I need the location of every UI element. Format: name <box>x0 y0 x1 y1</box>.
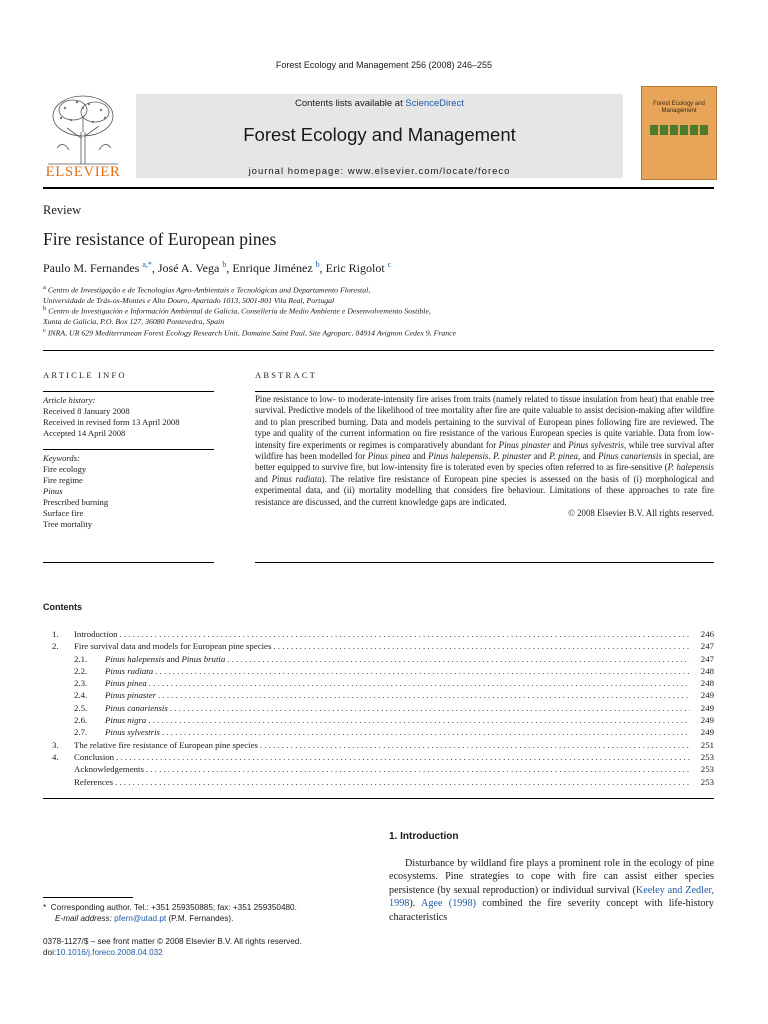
toc-page-number: 249 <box>700 690 714 701</box>
toc-number: 2.5. <box>74 702 88 713</box>
toc-page-number: 246 <box>700 629 714 639</box>
introduction-heading: 1. Introduction <box>389 831 459 842</box>
toc-leader-dots <box>146 764 690 774</box>
journal-homepage[interactable]: journal homepage: www.elsevier.com/locate/foreco <box>248 166 511 177</box>
toc-number: 2.2. <box>74 665 88 676</box>
toc-title: Pinus pinea <box>105 678 147 689</box>
toc-title: Conclusion <box>74 751 115 762</box>
toc-title: Pinus radiata <box>105 665 154 676</box>
info-rule <box>43 391 214 392</box>
keyword: Pinus <box>43 486 63 496</box>
keyword: Prescribed burning <box>43 497 109 507</box>
keyword: Surface fire <box>43 508 84 518</box>
toc-title: Pinus halepensis and Pinus brutia <box>105 653 226 664</box>
toc-number: 2.7. <box>74 727 88 738</box>
affiliation: $^c$ INRA, UR 629 Mediterranean Forest Ecology Research Unit, Domaine Saint Paul, Site Agroparc, 84914 Avignon Cedex 9, France <box>43 327 457 338</box>
toc-title: Pinus pinaster <box>105 690 157 701</box>
toc-title: Pinus canariensis <box>105 702 168 713</box>
author-affiliation-marker[interactable]: b <box>222 260 227 269</box>
cover-title: Forest Ecology and Management <box>653 101 705 114</box>
keyword: Fire regime <box>43 475 83 485</box>
toc-number: 4. <box>52 751 59 762</box>
toc-entry[interactable] <box>52 666 714 678</box>
toc-entry[interactable] <box>52 752 714 764</box>
email-link[interactable]: pfern@utad.pt <box>114 914 167 923</box>
toc-title: References <box>74 776 114 787</box>
toc-leader-dots <box>273 641 690 651</box>
toc-page-number: 248 <box>700 665 714 676</box>
author-name: José A. Vega <box>157 261 220 275</box>
abstract-body <box>255 394 714 519</box>
toc-entry[interactable] <box>52 777 714 789</box>
toc-number: 2.1. <box>74 653 88 664</box>
email-label: E-mail address: <box>55 914 115 923</box>
contents-rule <box>43 798 714 799</box>
journal-title: Forest Ecology and Management <box>243 124 516 145</box>
toc-page-number: 248 <box>700 678 714 689</box>
toc-leader-dots <box>149 678 690 688</box>
affiliation: $^a$ Centro de Investigação e de Tecnologias Agro-Ambientais e Tecnológicas and Departamento Florestal, Universidade de Trás-os-Montes e Alto Douro, Apartado 1013, 5001-801 Vila Real, Portugal <box>43 284 371 305</box>
footnote-text: Corresponding author. Tel.: +351 259350885; fax: +351 259350480. <box>50 903 297 912</box>
header-rule <box>43 187 714 189</box>
toc-entry[interactable] <box>52 764 714 776</box>
article-title: Fire resistance of European pines <box>43 229 277 249</box>
keyword: Fire ecology <box>43 464 87 474</box>
toc-page-number: 251 <box>700 739 714 750</box>
journal-citation: Forest Ecology and Management 256 (2008) 246–255 <box>275 60 493 70</box>
author-list: Paulo M. Fernandes $^{a,*}$, José A. Vega $^b$, Enrique Jiménez $^b$, Eric Rigolot $^c$ <box>43 260 392 275</box>
toc-title: The relative fire resistance of European pine species <box>74 739 258 750</box>
toc-leader-dots <box>148 715 690 725</box>
toc-entry[interactable] <box>52 629 714 641</box>
toc-page-number: 247 <box>700 653 714 664</box>
article-history <box>43 395 180 439</box>
toc-title: Pinus nigra <box>105 715 147 726</box>
toc-entry[interactable] <box>52 727 714 739</box>
toc-page-number: 253 <box>700 764 714 775</box>
toc-page-number: 249 <box>700 702 714 713</box>
toc-leader-dots <box>162 727 690 737</box>
citation-link[interactable]: Agee (1998) <box>421 898 476 910</box>
toc-number: 2. <box>52 641 59 652</box>
toc-leader-dots <box>158 690 690 700</box>
history-item: Received in revised form 13 April 2008 <box>43 417 180 427</box>
contents-heading: Contents <box>43 602 82 612</box>
cover-trees-icon <box>648 121 710 137</box>
table-of-contents <box>52 629 714 789</box>
toc-number: 2.6. <box>74 715 88 726</box>
author-name: Eric Rigolot <box>325 261 385 275</box>
toc-entry[interactable] <box>52 641 714 653</box>
toc-title: Acknowledgements <box>74 764 144 775</box>
article-type: Review <box>43 203 82 217</box>
journal-banner <box>136 94 623 178</box>
info-rule <box>43 562 214 563</box>
footnote-rule <box>43 897 133 898</box>
toc-title: Introduction <box>74 629 118 639</box>
abstract-copyright: © 2008 Elsevier B.V. All rights reserved. <box>568 508 714 519</box>
issn-line: 0378-1127/$ – see front matter © 2008 Elsevier B.V. All rights reserved. <box>43 937 302 946</box>
toc-leader-dots <box>120 629 691 639</box>
toc-leader-dots <box>227 654 690 664</box>
toc-page-number: 247 <box>700 641 714 652</box>
toc-page-number: 249 <box>700 727 714 738</box>
toc-leader-dots <box>155 666 690 676</box>
toc-leader-dots <box>170 703 690 713</box>
affiliation: $^b$ Centro de Investigación e Información Ambiental de Galicia, Consellería de Medio Ambiente e Desenvolvemento Sostible, Xunta de Galicia, P.O. Box 127, 36080 Pontevedra, Spain <box>43 305 431 326</box>
toc-leader-dots <box>260 740 690 750</box>
keyword-list <box>43 453 108 530</box>
toc-entry[interactable] <box>52 654 714 666</box>
toc-leader-dots <box>115 777 690 787</box>
toc-title: Fire survival data and models for European pine species <box>74 641 272 652</box>
toc-page-number: 253 <box>700 751 714 762</box>
author-affiliation-marker[interactable]: b <box>315 260 320 269</box>
toc-number: 2.3. <box>74 678 88 689</box>
abstract-text: Pine resistance to low- to moderate-intensity fire arises from traits (namely related to tissue insulation from heat) that enable tree survival. Predictive models of the likelihood of tree mortality after fire are quite valuable to assist decision-making after wildfire and to plan prescribed burning. Data and models pertaining to the survival of European pines following fire are reviewed. The type and quality of the current information on fire resistance of the various European species is quite variable. Data from low-intensity fire experiments or regimes is comparatively abundant for Pinus pinaster and Pinus sylvestris, while tree survival after wildfire has been modelled for Pinus pinea and Pinus halepensis. P. pinaster and P. pinea, and Pinus canariensis in special, are better equipped to survive fire, but low-intensity fire is tolerated even by species often referred to as fire-sensitive (P. halepensis and Pinus radiata). The relative fire resistance of European pine species is assessed on the basis of (i) morphological and experimental data, and (ii) mortality modelling that considers fire behaviour. Limitations of these approaches to rate fire resistance are discussed, and the current knowledge gaps are indicated. <box>255 394 715 507</box>
toc-entry[interactable] <box>52 703 714 715</box>
author-name: Enrique Jiménez <box>232 261 313 275</box>
citation-link[interactable]: Keeley and Zedler, 1998 <box>389 884 715 910</box>
journal-cover-thumbnail <box>641 86 717 180</box>
toc-page-number: 253 <box>700 776 714 787</box>
author-name: Paulo M. Fernandes <box>43 261 140 275</box>
article-info-heading: ARTICLE INFO <box>43 370 127 380</box>
toc-entry[interactable] <box>52 690 714 702</box>
toc-number: 1. <box>52 629 59 639</box>
footnote-marker: * <box>43 903 47 912</box>
toc-leader-dots <box>116 752 690 762</box>
history-label: Article history: <box>43 395 96 405</box>
toc-entry[interactable] <box>52 740 714 752</box>
introduction-body: Disturbance by wildland fire plays a prominent role in the ecology of pine ecosystems. Pine strategies to cope with fire can assist either species persistence (by sexual reproduction) or individual survival (Keeley and Zedler, 1998). Agee (1998) combined the fire severity concept with life-history characteristics <box>389 858 715 923</box>
title-rule <box>43 350 714 351</box>
toc-page-number: 249 <box>700 715 714 726</box>
publisher-name: ELSEVIER <box>45 164 121 180</box>
author-affiliation-marker[interactable]: a,* <box>142 260 152 269</box>
toc-title: Pinus sylvestris <box>105 727 160 738</box>
keyword: Tree mortality <box>43 519 93 529</box>
toc-number: 2.4. <box>74 690 88 701</box>
abstract-rule <box>255 562 714 563</box>
toc-number: 3. <box>52 739 59 750</box>
toc-entry[interactable] <box>52 678 714 690</box>
info-rule <box>43 449 214 450</box>
history-item: Received 8 January 2008 <box>43 406 130 416</box>
doi-link[interactable]: 10.1016/j.foreco.2008.04.032 <box>56 948 163 957</box>
contents-prefix: Contents lists available at <box>295 98 406 109</box>
toc-entry[interactable] <box>52 715 714 727</box>
history-item: Accepted 14 April 2008 <box>43 428 126 438</box>
keywords-label: Keywords: <box>43 453 80 463</box>
abstract-rule <box>255 391 714 392</box>
sciencedirect-link[interactable]: ScienceDirect <box>405 98 464 109</box>
abstract-heading: ABSTRACT <box>255 370 317 380</box>
front-matter <box>43 936 302 958</box>
doi-label: doi: <box>43 948 57 957</box>
contents-availability <box>136 98 623 109</box>
corresponding-author-note: * Corresponding author. Tel.: +351 259350885; fax: +351 259350480. E-mail address: pfern@utad.pt (P.M. Fernandes). <box>43 903 297 923</box>
author-affiliation-marker[interactable]: c <box>387 260 392 269</box>
